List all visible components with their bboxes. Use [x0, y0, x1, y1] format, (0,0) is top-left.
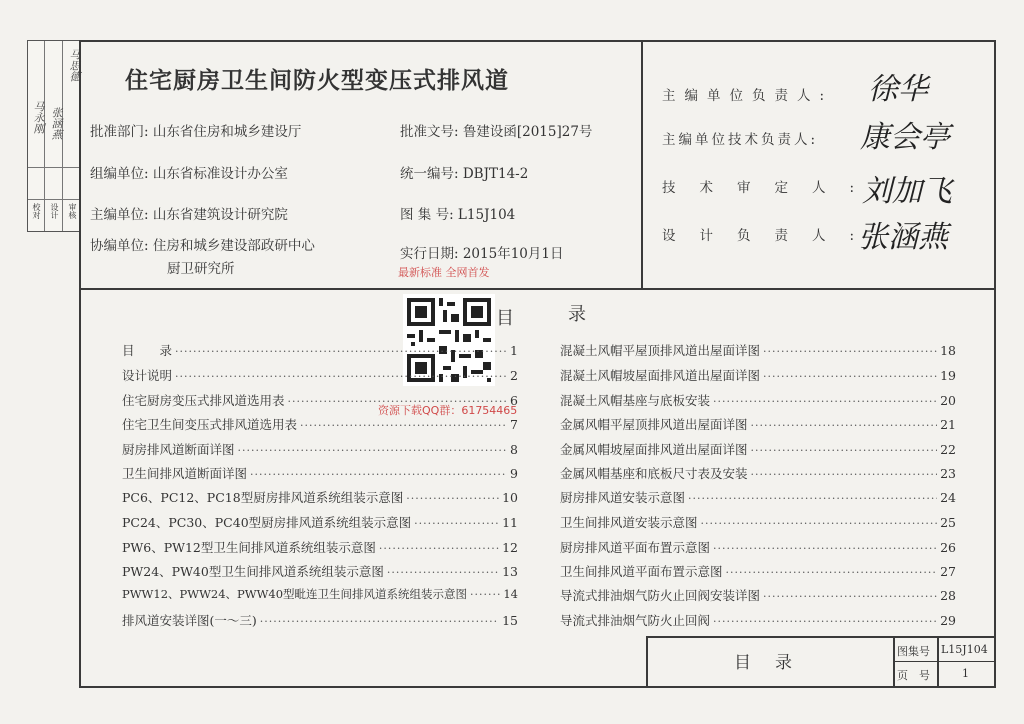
toc-entry[interactable] [122, 366, 518, 384]
toc-entry[interactable] [122, 440, 518, 458]
toc-entry-page: 26 [940, 540, 956, 555]
toc-entry-page: 23 [940, 466, 956, 481]
toc-leader [688, 492, 937, 505]
unified-no: 统一编号: DBJT14-2 [400, 166, 529, 182]
toc-entry-page: 1 [510, 343, 518, 358]
toc-entry-page: 28 [940, 588, 956, 603]
toc-entry-page: 14 [503, 587, 518, 601]
toc-entry-page: 19 [940, 368, 956, 383]
toc-entry-title: 导流式排油烟气防火止回阀 [560, 613, 711, 628]
toc-entry-title: 厨房排风道安装示意图 [560, 490, 686, 505]
strip-label: 审核 [68, 203, 77, 219]
toc-entry-title: 金属风帽坡屋面排风道出屋面详图 [560, 442, 748, 457]
toc-entry[interactable] [560, 341, 956, 359]
toc-entry-page: 15 [502, 613, 518, 628]
toc-leader [713, 395, 937, 408]
toc-heading-left: 目 [496, 308, 514, 329]
toc-entry[interactable] [122, 464, 518, 482]
title-block-top [646, 636, 996, 638]
toc-entry-page: 9 [510, 466, 518, 481]
atlas-title: 住宅厨房卫生间防火型变压式排风道 [125, 67, 509, 94]
toc-entry-title: 目 录 [122, 343, 173, 358]
toc-leader [260, 615, 499, 628]
toc-leader [763, 590, 937, 603]
toc-entry-title: 卫生间排风道断面详图 [122, 466, 248, 481]
toc-leader [763, 370, 937, 383]
responsible-signature: 张涵燕 [858, 220, 948, 255]
toc-entry-title: PW6、PW12型卫生间排风道系统组装示意图 [122, 540, 376, 555]
responsible-role: 设计负责人: [662, 228, 879, 244]
toc-leader [175, 370, 507, 383]
co-editor-unit-cont: 厨卫研究所 [167, 261, 235, 277]
toc-entry[interactable] [122, 415, 518, 433]
toc-leader [713, 542, 937, 555]
toc-entry[interactable] [560, 464, 956, 482]
toc-entry-title: 金属风帽平屋顶排风道出屋面详图 [560, 417, 748, 432]
toc-entry[interactable] [122, 586, 518, 602]
toc-entry-page: 7 [510, 417, 518, 432]
toc-leader [387, 566, 499, 579]
chief-editor-unit: 主编单位: 山东省建筑设计研究院 [90, 207, 288, 223]
toc-entry-page: 11 [502, 515, 518, 530]
toc-entry-page: 12 [502, 540, 518, 555]
toc-leader [414, 517, 499, 530]
toc-leader [288, 395, 508, 408]
toc-leader [250, 468, 507, 481]
toc-entry-title: 混凝土风帽平屋顶排风道出屋面详图 [560, 343, 761, 358]
toc-leader [238, 444, 508, 457]
toc-entry-title: 住宅厨房变压式排风道选用表 [122, 393, 285, 408]
toc-entry[interactable] [122, 562, 518, 580]
responsible-role: 主编单位负责人: [662, 88, 834, 104]
toc-entry[interactable] [560, 488, 956, 506]
strip-divider [28, 199, 80, 200]
strip-signature: 马永刚 [32, 101, 45, 134]
toc-entry-page: 2 [510, 368, 518, 383]
atlas-no: 图 集 号: L15J104 [400, 207, 516, 223]
toc-leader [300, 419, 507, 432]
toc-entry-page: 27 [940, 564, 956, 579]
toc-entry[interactable] [560, 513, 956, 531]
toc-entry-page: 22 [940, 442, 956, 457]
title-block-left [646, 636, 648, 688]
toc-entry-title: 卫生间排风道平面布置示意图 [560, 564, 723, 579]
toc-entry-title: PC24、PC30、PC40型厨房排风道系统组装示意图 [122, 515, 412, 530]
signature-strip [27, 40, 81, 232]
toc-entry-title: 卫生间排风道安装示意图 [560, 515, 698, 530]
toc-leader [713, 615, 937, 628]
title-block-page-value: 1 [962, 667, 969, 680]
toc-entry-page: 21 [940, 417, 956, 432]
toc-entry[interactable] [122, 513, 518, 531]
toc-entry-title: PWW12、PWW24、PWW40型毗连卫生间排风道系统组装示意图 [122, 587, 468, 601]
title-block-mid2 [937, 636, 939, 688]
toc-entry[interactable] [560, 562, 956, 580]
toc-entry-title: PC6、PC12、PC18型厨房排风道系统组装示意图 [122, 490, 404, 505]
co-editor-unit: 协编单位: 住房和城乡建设部政研中心 [90, 238, 315, 254]
toc-entry[interactable] [560, 611, 956, 629]
toc-leader [701, 517, 938, 530]
toc-entry-title: 厨房排风道断面详图 [122, 442, 235, 457]
toc-entry-title: 混凝土风帽基座与底板安装 [560, 393, 711, 408]
title-block-mid [893, 636, 895, 688]
responsible-role: 技术审定人: [662, 180, 879, 196]
toc-entry-page: 20 [940, 393, 956, 408]
toc-leader [406, 492, 499, 505]
toc-entry[interactable] [560, 391, 956, 409]
toc-entry-page: 25 [940, 515, 956, 530]
responsible-signature: 徐华 [868, 72, 928, 107]
toc-entry-title: 设计说明 [122, 368, 173, 383]
toc-entry-page: 13 [502, 564, 518, 579]
toc-leader [726, 566, 938, 579]
effective-date: 实行日期: 2015年10月1日 [400, 246, 564, 262]
toc-entry-title: PW24、PW40型卫生间排风道系统组装示意图 [122, 564, 384, 579]
title-block-page-label: 页 号 [897, 669, 930, 682]
toc-entry-title: 住宅卫生间变压式排风道选用表 [122, 417, 298, 432]
toc-entry-title: 导流式排油烟气防火止回阀安装详图 [560, 588, 761, 603]
toc-leader [379, 542, 499, 555]
title-block-name: 目录 [734, 653, 816, 673]
title-block-atlas-value: L15J104 [941, 643, 988, 656]
toc-entry-title: 金属风帽基座和底板尺寸表及安装 [560, 466, 748, 481]
approval-doc-no: 批准文号: 鲁建设函[2015]27号 [400, 124, 593, 140]
toc-entry-page: 10 [502, 490, 518, 505]
toc-leader [751, 468, 938, 481]
toc-entry[interactable] [560, 538, 956, 556]
header-divider [79, 288, 996, 290]
toc-entry-title: 混凝土风帽坡屋面排风道出屋面详图 [560, 368, 761, 383]
title-block-row [893, 661, 996, 662]
toc-leader [751, 419, 938, 432]
header-column-divider [641, 40, 643, 289]
toc-entry-page: 18 [940, 343, 956, 358]
toc-entry[interactable] [560, 586, 956, 604]
toc-entry-page: 8 [510, 442, 518, 457]
strip-signature: 马思德 [68, 49, 81, 82]
toc-leader [175, 345, 507, 358]
approval-department: 批准部门: 山东省住房和城乡建设厅 [90, 124, 302, 140]
toc-entry[interactable] [560, 440, 956, 458]
responsible-signature: 刘加飞 [862, 174, 952, 209]
watermark-top: 最新标准 全网首发 [398, 266, 490, 279]
strip-divider [44, 41, 45, 231]
toc-leader [763, 345, 937, 358]
toc-entry-title: 厨房排风道平面布置示意图 [560, 540, 711, 555]
strip-divider [28, 167, 80, 168]
compile-unit: 组编单位: 山东省标准设计办公室 [90, 166, 288, 182]
strip-label: 校对 [32, 203, 41, 219]
toc-entry[interactable] [122, 611, 518, 629]
toc-entry[interactable] [122, 341, 518, 359]
toc-entry-page: 6 [510, 393, 518, 408]
toc-entry-title: 排风道安装详图(一～三) [122, 613, 257, 628]
responsible-role: 主编单位技术负责人: [662, 132, 819, 148]
strip-label: 设计 [50, 203, 59, 219]
responsible-signature: 康会亭 [860, 120, 950, 155]
toc-entry-page: 29 [940, 613, 956, 628]
strip-signature: 张涵燕 [50, 107, 63, 140]
toc-entry[interactable] [122, 391, 518, 409]
toc-heading-right: 录 [568, 304, 586, 325]
title-block-atlas-label: 图集号 [897, 645, 930, 658]
toc-entry[interactable] [122, 538, 518, 556]
toc-entry[interactable] [560, 415, 956, 433]
toc-entry[interactable] [122, 488, 518, 506]
toc-leader [470, 588, 500, 601]
toc-entry[interactable] [560, 366, 956, 384]
toc-entry-page: 24 [940, 490, 956, 505]
toc-leader [751, 444, 938, 457]
watermark-middle: 资源下载QQ群：61754465 [378, 404, 518, 417]
